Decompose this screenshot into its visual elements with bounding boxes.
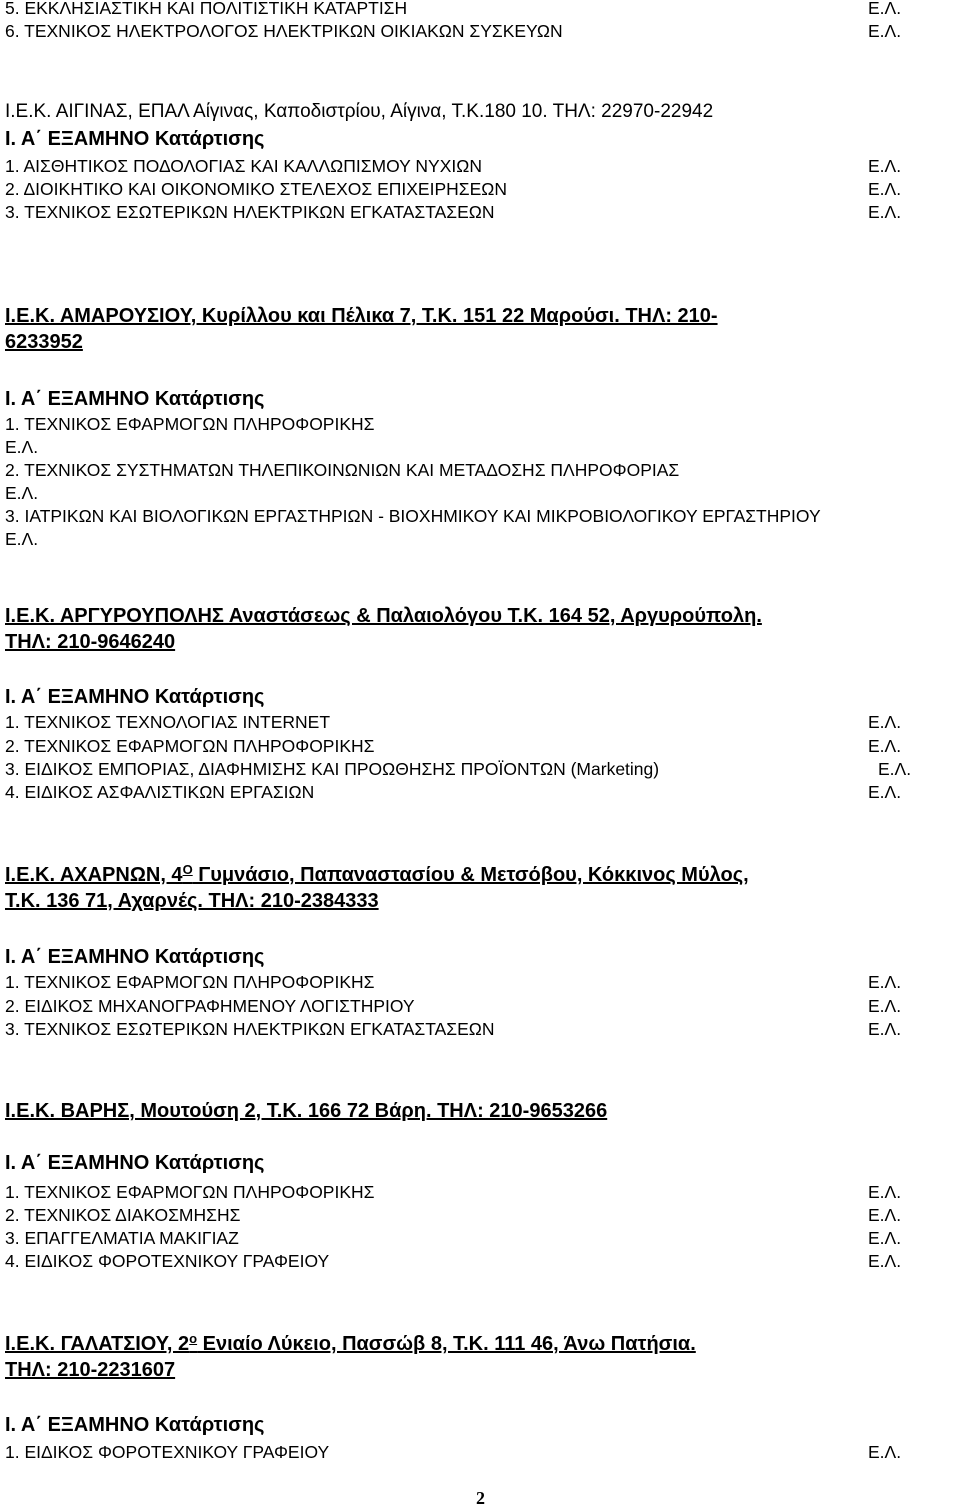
header-text: Γυμνάσιο, Παπαναστασίου & Μετσόβου, Κόκκινος Μύλος, [192,864,749,886]
el-label: Ε.Λ. [868,736,902,756]
ordinal-superscript: ο [189,1331,198,1346]
section-header-line [5,864,749,886]
course-line: 3. ΕΙΔΙΚΟΣ ΕΜΠΟΡΙΑΣ, ΔΙΑΦΗΜΙΣΗΣ ΚΑΙ ΠΡΟΩΘΗΣΗΣ ΠΡΟΪΟΝΤΩΝ (Marketing) [5,759,660,779]
el-label: Ε.Λ. [868,1228,902,1248]
section-header-line: ΤΗΛ: 210-9646240 [5,631,176,653]
semester-label: Ι. Α΄ ΕΞΑΜΗΝΟ Κατάρτισης [5,1414,265,1436]
semester-label: Ι. Α΄ ΕΞΑΜΗΝΟ Κατάρτισης [5,128,265,150]
el-label: Ε.Λ. [5,437,39,457]
el-label: Ε.Λ. [868,1442,902,1462]
section-header-line: Ι.Ε.Κ. ΑΡΓΥΡΟΥΠΟΛΗΣ Αναστάσεως & Παλαιολόγου Τ.Κ. 164 52, Αργυρούπολη. [5,605,762,627]
section-header-amarousiou [5,304,718,328]
section-header-line: ΤΗΛ: 210-2231607 [5,1359,176,1381]
course-line: 1. ΤΕΧΝΙΚΟΣ ΕΦΑΡΜΟΓΩΝ ΠΛΗΡΟΦΟΡΙΚΗΣ [5,972,375,992]
course-line: 2. ΤΕΧΝΙΚΟΣ ΣΥΣΤΗΜΑΤΩΝ ΤΗΛΕΠΙΚΟΙΝΩΝΙΩΝ ΚΑΙ ΜΕΤΑΔΟΣΗΣ ΠΛΗΡΟΦΟΡΙΑΣ [5,460,680,480]
course-line: 2. ΕΙΔΙΚΟΣ ΜΗΧΑΝΟΓΡΑΦΗΜΕΝΟΥ ΛΟΓΙΣΤΗΡΙΟΥ [5,996,415,1016]
course-line: 2. ΤΕΧΝΙΚΟΣ ΕΦΑΡΜΟΓΩΝ ΠΛΗΡΟΦΟΡΙΚΗΣ [5,736,375,756]
section-header-acharnon-line2 [5,889,379,913]
course-line: 2. ΔΙΟΙΚΗΤΙΚΟ ΚΑΙ ΟΙΚΟΝΟΜΙΚΟ ΣΤΕΛΕΧΟΣ ΕΠΙΧΕΙΡΗΣΕΩΝ [5,179,507,199]
el-label: Ε.Λ. [868,1251,902,1271]
section-header-line: Ι.Ε.Κ. ΑΜΑΡΟΥΣΙΟΥ, Κυρίλλου και Πέλικα 7, Τ.Κ. 151 22 Μαρούσι. ΤΗΛ: 210- [5,305,718,327]
semester-label: Ι. Α΄ ΕΞΑΜΗΝΟ Κατάρτισης [5,686,265,708]
course-line: 2. ΤΕΧΝΙΚΟΣ ΔΙΑΚΟΣΜΗΣΗΣ [5,1205,241,1225]
course-line: 3. ΕΠΑΓΓΕΛΜΑΤΙΑ ΜΑΚΙΓΙΑΖ [5,1228,239,1248]
course-line: 4. ΕΙΔΙΚΟΣ ΑΣΦΑΛΙΣΤΙΚΩΝ ΕΡΓΑΣΙΩΝ [5,782,315,802]
el-label: Ε.Λ. [868,1019,902,1039]
el-label: Ε.Λ. [868,1182,902,1202]
course-line: 1. ΑΙΣΘΗΤΙΚΟΣ ΠΟΔΟΛΟΓΙΑΣ ΚΑΙ ΚΑΛΛΩΠΙΣΜΟΥ ΝΥΧΙΩΝ [5,156,482,176]
el-label: Ε.Λ. [868,21,902,41]
el-label: Ε.Λ. [878,759,912,779]
semester-label: Ι. Α΄ ΕΞΑΜΗΝΟ Κατάρτισης [5,946,265,968]
semester-label: Ι. Α΄ ΕΞΑΜΗΝΟ Κατάρτισης [5,1152,265,1174]
course-line: 5. ΕΚΚΛΗΣΙΑΣΤΙΚΗ ΚΑΙ ΠΟΛΙΤΙΣΤΙΚΗ ΚΑΤΑΡΤΙΣΗ [5,0,408,18]
el-label: Ε.Λ. [868,179,902,199]
section-header-galatsiou-line2 [5,1358,175,1382]
course-line: 4. ΕΙΔΙΚΟΣ ΦΟΡΟΤΕΧΝΙΚΟΥ ΓΡΑΦΕΙΟΥ [5,1251,330,1271]
section-header-argyroupolis-line2 [5,630,175,654]
course-line: 1. ΤΕΧΝΙΚΟΣ ΕΦΑΡΜΟΓΩΝ ΠΛΗΡΟΦΟΡΙΚΗΣ [5,1182,375,1202]
section-header-aiginas: Ι.Ε.Κ. ΑΙΓΙΝΑΣ, ΕΠΑΛ Αίγινας, Καποδιστρίου, Αίγινα, Τ.Κ.180 10. ΤΗΛ: 22970-22942 [5,101,714,122]
header-text: Ι.Ε.Κ. ΓΑΛΑΤΣΙΟΥ, 2 [5,1333,190,1355]
section-header-line [5,1333,696,1355]
section-header-acharnon [5,863,749,887]
el-label: Ε.Λ. [5,483,39,503]
ordinal-superscript: Ο [182,862,193,877]
el-label: Ε.Λ. [868,972,902,992]
section-header-line: Τ.Κ. 136 71, Αχαρνές. ΤΗΛ: 210-2384333 [5,890,379,912]
header-text: Ι.Ε.Κ. ΑΧΑΡΝΩΝ, 4 [5,864,183,886]
el-label: Ε.Λ. [868,202,902,222]
section-header-galatsiou [5,1332,696,1356]
el-label: Ε.Λ. [868,712,902,732]
page-number: 2 [476,1488,485,1508]
course-line: 3. ΙΑΤΡΙΚΩΝ ΚΑΙ ΒΙΟΛΟΓΙΚΩΝ ΕΡΓΑΣΤΗΡΙΩΝ - ΒΙΟΧΗΜΙΚΟΥ ΚΑΙ ΜΙΚΡΟΒΙΟΛΟΓΙΚΟΥ ΕΡΓΑΣΤΗΡΙΟΥ [5,506,821,526]
section-header-amarousiou-line2 [5,330,83,354]
el-label: Ε.Λ. [868,782,902,802]
el-label: Ε.Λ. [868,1205,902,1225]
el-label: Ε.Λ. [5,529,39,549]
header-text: Ενιαίο Λύκειο, Πασσώβ 8, Τ.Κ. 111 46, Άνω Πατήσια. [197,1333,696,1355]
section-header-line: Ι.Ε.Κ. ΒΑΡΗΣ, Μουτούση 2, Τ.Κ. 166 72 Βάρη. ΤΗΛ: 210-9653266 [5,1100,608,1122]
section-header-argyroupolis [5,604,762,628]
course-line: 3. ΤΕΧΝΙΚΟΣ ΕΣΩΤΕΡΙΚΩΝ ΗΛΕΚΤΡΙΚΩΝ ΕΓΚΑΤΑΣΤΑΣΕΩΝ [5,202,495,222]
semester-label: Ι. Α΄ ΕΞΑΜΗΝΟ Κατάρτισης [5,388,265,410]
section-header-varis [5,1099,607,1123]
course-line: 1. ΤΕΧΝΙΚΟΣ ΤΕΧΝΟΛΟΓΙΑΣ INTERNET [5,712,331,732]
course-line: 6. ΤΕΧΝΙΚΟΣ ΗΛΕΚΤΡΟΛΟΓΟΣ ΗΛΕΚΤΡΙΚΩΝ ΟΙΚΙΑΚΩΝ ΣΥΣΚΕΥΩΝ [5,21,563,41]
section-header-line: 6233952 [5,331,83,353]
el-label: Ε.Λ. [868,996,902,1016]
course-line: 3. ΤΕΧΝΙΚΟΣ ΕΣΩΤΕΡΙΚΩΝ ΗΛΕΚΤΡΙΚΩΝ ΕΓΚΑΤΑΣΤΑΣΕΩΝ [5,1019,495,1039]
el-label: Ε.Λ. [868,156,902,176]
course-line: 1. ΕΙΔΙΚΟΣ ΦΟΡΟΤΕΧΝΙΚΟΥ ΓΡΑΦΕΙΟΥ [5,1442,330,1462]
el-label: Ε.Λ. [868,0,902,18]
course-line: 1. ΤΕΧΝΙΚΟΣ ΕΦΑΡΜΟΓΩΝ ΠΛΗΡΟΦΟΡΙΚΗΣ [5,414,375,434]
